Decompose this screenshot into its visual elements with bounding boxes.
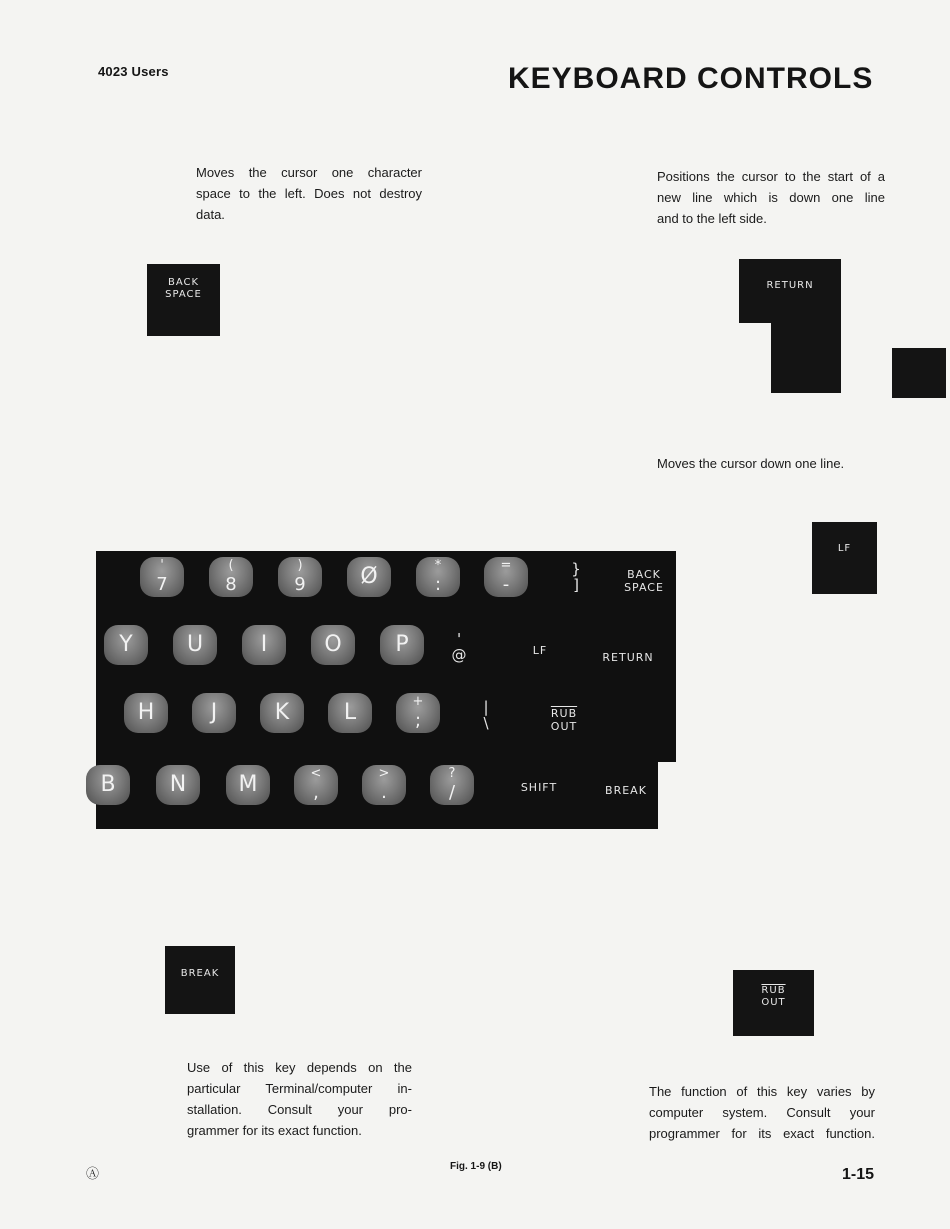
backspace-desc-line-3: data. bbox=[196, 207, 225, 222]
figure-caption: Fig. 1-9 (B) bbox=[450, 1161, 502, 1172]
key-y-label: Y bbox=[119, 632, 133, 657]
key-y bbox=[104, 625, 148, 665]
lf-description: Moves the cursor down one line. bbox=[657, 456, 845, 471]
return-desc-line-1: Positions the cursor to the start of a bbox=[657, 169, 885, 184]
backspace-key-illustration bbox=[147, 264, 220, 336]
rubout-desc-line-2: computer system. Consult your bbox=[649, 1105, 875, 1120]
key-zero-main: Ø bbox=[360, 564, 378, 589]
key-at bbox=[448, 631, 470, 663]
key-bracket-shift: } bbox=[571, 560, 581, 578]
key-bracket-main: ] bbox=[573, 576, 579, 594]
key-backslash-shift: | bbox=[483, 698, 489, 716]
key-n-label: N bbox=[169, 772, 187, 797]
key-p-label: P bbox=[395, 632, 409, 657]
keyboard-rubout-line-1: $\overline{RUB}$ bbox=[550, 707, 578, 720]
key-colon-main: : bbox=[434, 574, 442, 595]
key-8 bbox=[209, 557, 253, 597]
key-comma bbox=[294, 765, 338, 805]
keyboard-backspace-key bbox=[618, 568, 670, 594]
key-8-main: 8 bbox=[225, 574, 237, 595]
key-b bbox=[86, 765, 130, 805]
keyboard-shift-key: SHIFT bbox=[520, 781, 558, 794]
key-minus-shift: = bbox=[500, 558, 512, 573]
key-u bbox=[173, 625, 217, 665]
key-m bbox=[226, 765, 270, 805]
return-desc-line-2: new line which is down one line bbox=[657, 190, 885, 205]
key-backslash-main: \ bbox=[483, 714, 489, 732]
keyboard-photo bbox=[96, 551, 676, 829]
rubout-description bbox=[649, 1081, 875, 1144]
return-description bbox=[657, 166, 885, 229]
key-u-label: U bbox=[186, 632, 204, 657]
key-9 bbox=[278, 557, 322, 597]
backspace-key-line-2: SPACE bbox=[165, 289, 202, 300]
rubout-key-illustration bbox=[733, 970, 814, 1036]
footer-revision-mark: Ⓐ bbox=[86, 1166, 100, 1181]
key-comma-shift: < bbox=[310, 766, 322, 781]
key-at-shift: ' bbox=[456, 630, 462, 648]
keyboard-photo-cutout bbox=[658, 762, 680, 832]
key-j-label: J bbox=[210, 700, 218, 725]
key-at-main: @ bbox=[451, 646, 467, 664]
lf-key-illustration: LF bbox=[812, 522, 877, 594]
key-backslash bbox=[476, 699, 496, 731]
break-desc-line-4: grammer for its exact function. bbox=[187, 1123, 362, 1138]
key-7-shift: ' bbox=[160, 558, 164, 573]
section-tab-marker bbox=[892, 348, 946, 398]
key-o-label: O bbox=[324, 632, 342, 657]
key-colon-shift: * bbox=[434, 558, 442, 573]
rubout-key-line-2: OUT bbox=[761, 997, 786, 1008]
backspace-desc-line-1: Moves the cursor one character bbox=[196, 165, 422, 180]
key-m-label: M bbox=[238, 772, 258, 797]
page-title: KEYBOARD CONTROLS bbox=[508, 62, 874, 95]
break-desc-line-1: Use of this key depends on the bbox=[187, 1060, 412, 1075]
key-minus-main: - bbox=[502, 574, 510, 595]
backspace-desc-line-2: space to the left. Does not destroy bbox=[196, 186, 422, 201]
key-b-label: B bbox=[100, 772, 116, 797]
key-i-label: I bbox=[260, 632, 268, 657]
key-l-label: L bbox=[343, 700, 357, 725]
key-n bbox=[156, 765, 200, 805]
key-slash-shift: ? bbox=[448, 766, 456, 781]
break-desc-line-2: particular Terminal/computer in- bbox=[187, 1081, 412, 1096]
break-description bbox=[187, 1057, 412, 1141]
key-p bbox=[380, 625, 424, 665]
key-k-label: K bbox=[274, 700, 290, 725]
rubout-key-line-1: $\overline{RUB}$ bbox=[761, 985, 786, 996]
key-7-main: 7 bbox=[156, 574, 168, 595]
key-period-shift: > bbox=[378, 766, 390, 781]
key-semicolon-shift: + bbox=[412, 694, 424, 709]
key-colon bbox=[416, 557, 460, 597]
key-9-main: 9 bbox=[294, 574, 306, 595]
keyboard-break-key: BREAK bbox=[605, 784, 647, 797]
key-h bbox=[124, 693, 168, 733]
return-key-face: RETURN bbox=[739, 259, 841, 323]
key-minus bbox=[484, 557, 528, 597]
return-key-illustration bbox=[739, 259, 841, 393]
key-i bbox=[242, 625, 286, 665]
return-key-stem bbox=[771, 321, 841, 393]
key-7 bbox=[140, 557, 184, 597]
keyboard-lf-key: LF bbox=[532, 644, 548, 657]
rubout-desc-line-3: programmer for its exact function. bbox=[649, 1126, 875, 1141]
key-semicolon bbox=[396, 693, 440, 733]
key-j bbox=[192, 693, 236, 733]
key-period-main: . bbox=[381, 782, 387, 803]
backspace-key-line-1: BACK bbox=[167, 277, 200, 288]
break-desc-line-3: stallation. Consult your pro- bbox=[187, 1102, 412, 1117]
backspace-description bbox=[196, 162, 422, 225]
key-slash bbox=[430, 765, 474, 805]
break-key-illustration: BREAK bbox=[165, 946, 235, 1014]
key-l bbox=[328, 693, 372, 733]
keyboard-rubout-key bbox=[546, 707, 582, 733]
keyboard-backspace-line-1: BACK bbox=[627, 568, 661, 581]
key-slash-main: / bbox=[448, 782, 456, 803]
key-9-shift: ) bbox=[297, 558, 303, 573]
key-k bbox=[260, 693, 304, 733]
key-8-shift: ( bbox=[228, 558, 234, 573]
rubout-desc-line-1: The function of this key varies by bbox=[649, 1084, 875, 1099]
return-desc-line-3: and to the left side. bbox=[657, 211, 767, 226]
key-comma-main: , bbox=[313, 782, 319, 803]
keyboard-backspace-line-2: SPACE bbox=[624, 581, 664, 594]
key-semicolon-main: ; bbox=[414, 710, 422, 731]
key-period bbox=[362, 765, 406, 805]
page-number: 1-15 bbox=[842, 1166, 875, 1183]
keyboard-return-key: RETURN bbox=[602, 651, 654, 664]
key-h-label: H bbox=[137, 700, 155, 725]
keyboard-rubout-line-2: OUT bbox=[550, 720, 578, 733]
key-bracket bbox=[566, 561, 586, 593]
document-id: 4023 Users bbox=[98, 64, 169, 79]
key-zero bbox=[347, 557, 391, 597]
key-o bbox=[311, 625, 355, 665]
